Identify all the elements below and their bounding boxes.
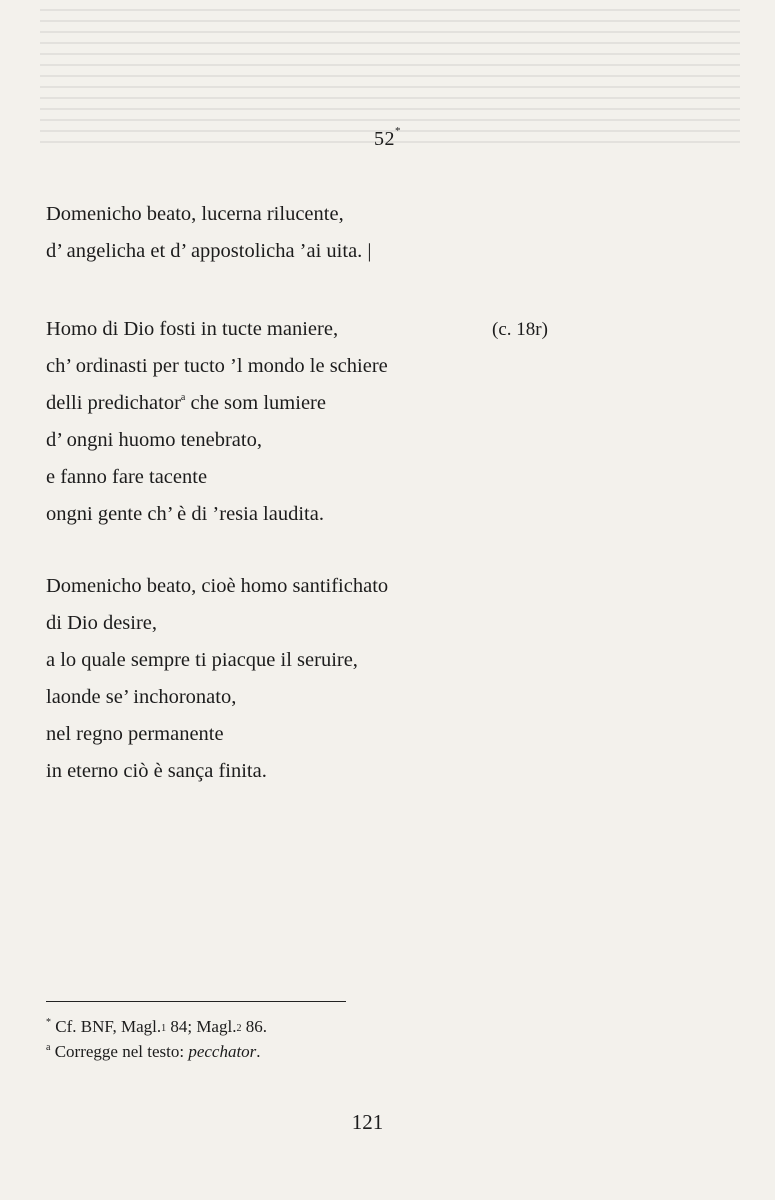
- poem-number: [0, 125, 775, 151]
- footnote-text: Corregge nel testo:: [54, 1042, 189, 1061]
- verse-line: Homo di Dio fosti in tucte maniere,: [46, 318, 339, 340]
- footnote-subscript: 2: [236, 1023, 242, 1034]
- verse-line: ongni gente ch’ è di ’resia laudita.: [46, 503, 324, 525]
- footnote-text: 86.: [241, 1017, 267, 1036]
- footnote-text: Cf. BNF, Magl.: [55, 1017, 162, 1036]
- verse-line: Domenicho beato, lucerna rilucente,: [46, 203, 344, 225]
- verse-line: ch’ ordinasti per tucto ’l mondo le schiere: [46, 355, 388, 377]
- folio-reference: (c. 18r): [492, 319, 548, 340]
- footnote-italic: pecchator: [188, 1042, 257, 1061]
- verse-line: a lo quale sempre ti piacque il seruire,: [46, 649, 358, 671]
- poem-number-value: 52: [374, 128, 395, 150]
- stanza-1: [46, 196, 372, 270]
- verse-line: [46, 385, 388, 422]
- footnote-text: 84; Magl.: [166, 1017, 237, 1036]
- stanza-2: [46, 311, 388, 533]
- verse-line: laonde se’ inchoronato,: [46, 686, 237, 708]
- verse-line: nel regno permanente: [46, 723, 224, 745]
- footnote-a: [46, 1039, 267, 1064]
- footnote-divider: [46, 1001, 346, 1002]
- verse-line: e fanno fare tacente: [46, 466, 208, 488]
- verse-line-text: delli predichator: [46, 392, 181, 414]
- footnote-ref-a: a: [180, 392, 186, 403]
- footnote-star: [46, 1014, 267, 1039]
- verse-line: d’ ongni huomo tenebrato,: [46, 429, 262, 451]
- footnote-subscript: 1: [161, 1023, 167, 1034]
- verse-line: d’ angelicha et d’ appostolicha ’ai uita. |: [46, 240, 372, 262]
- footnotes: [46, 1014, 267, 1064]
- verse-line: Domenicho beato, cioè homo santifichato: [46, 575, 389, 597]
- page-number: 121: [351, 1110, 384, 1134]
- poem-number-mark: *: [395, 125, 401, 137]
- footnote-mark: *: [46, 1017, 51, 1028]
- verse-line: in eterno ciò è sança finita.: [46, 760, 267, 782]
- verse-line-text-rest: che som lumiere: [185, 392, 326, 414]
- footnote-text: .: [256, 1042, 261, 1061]
- verse-line: di Dio desire,: [46, 612, 158, 634]
- stanza-3: [46, 568, 388, 790]
- footnote-mark: a: [46, 1042, 51, 1053]
